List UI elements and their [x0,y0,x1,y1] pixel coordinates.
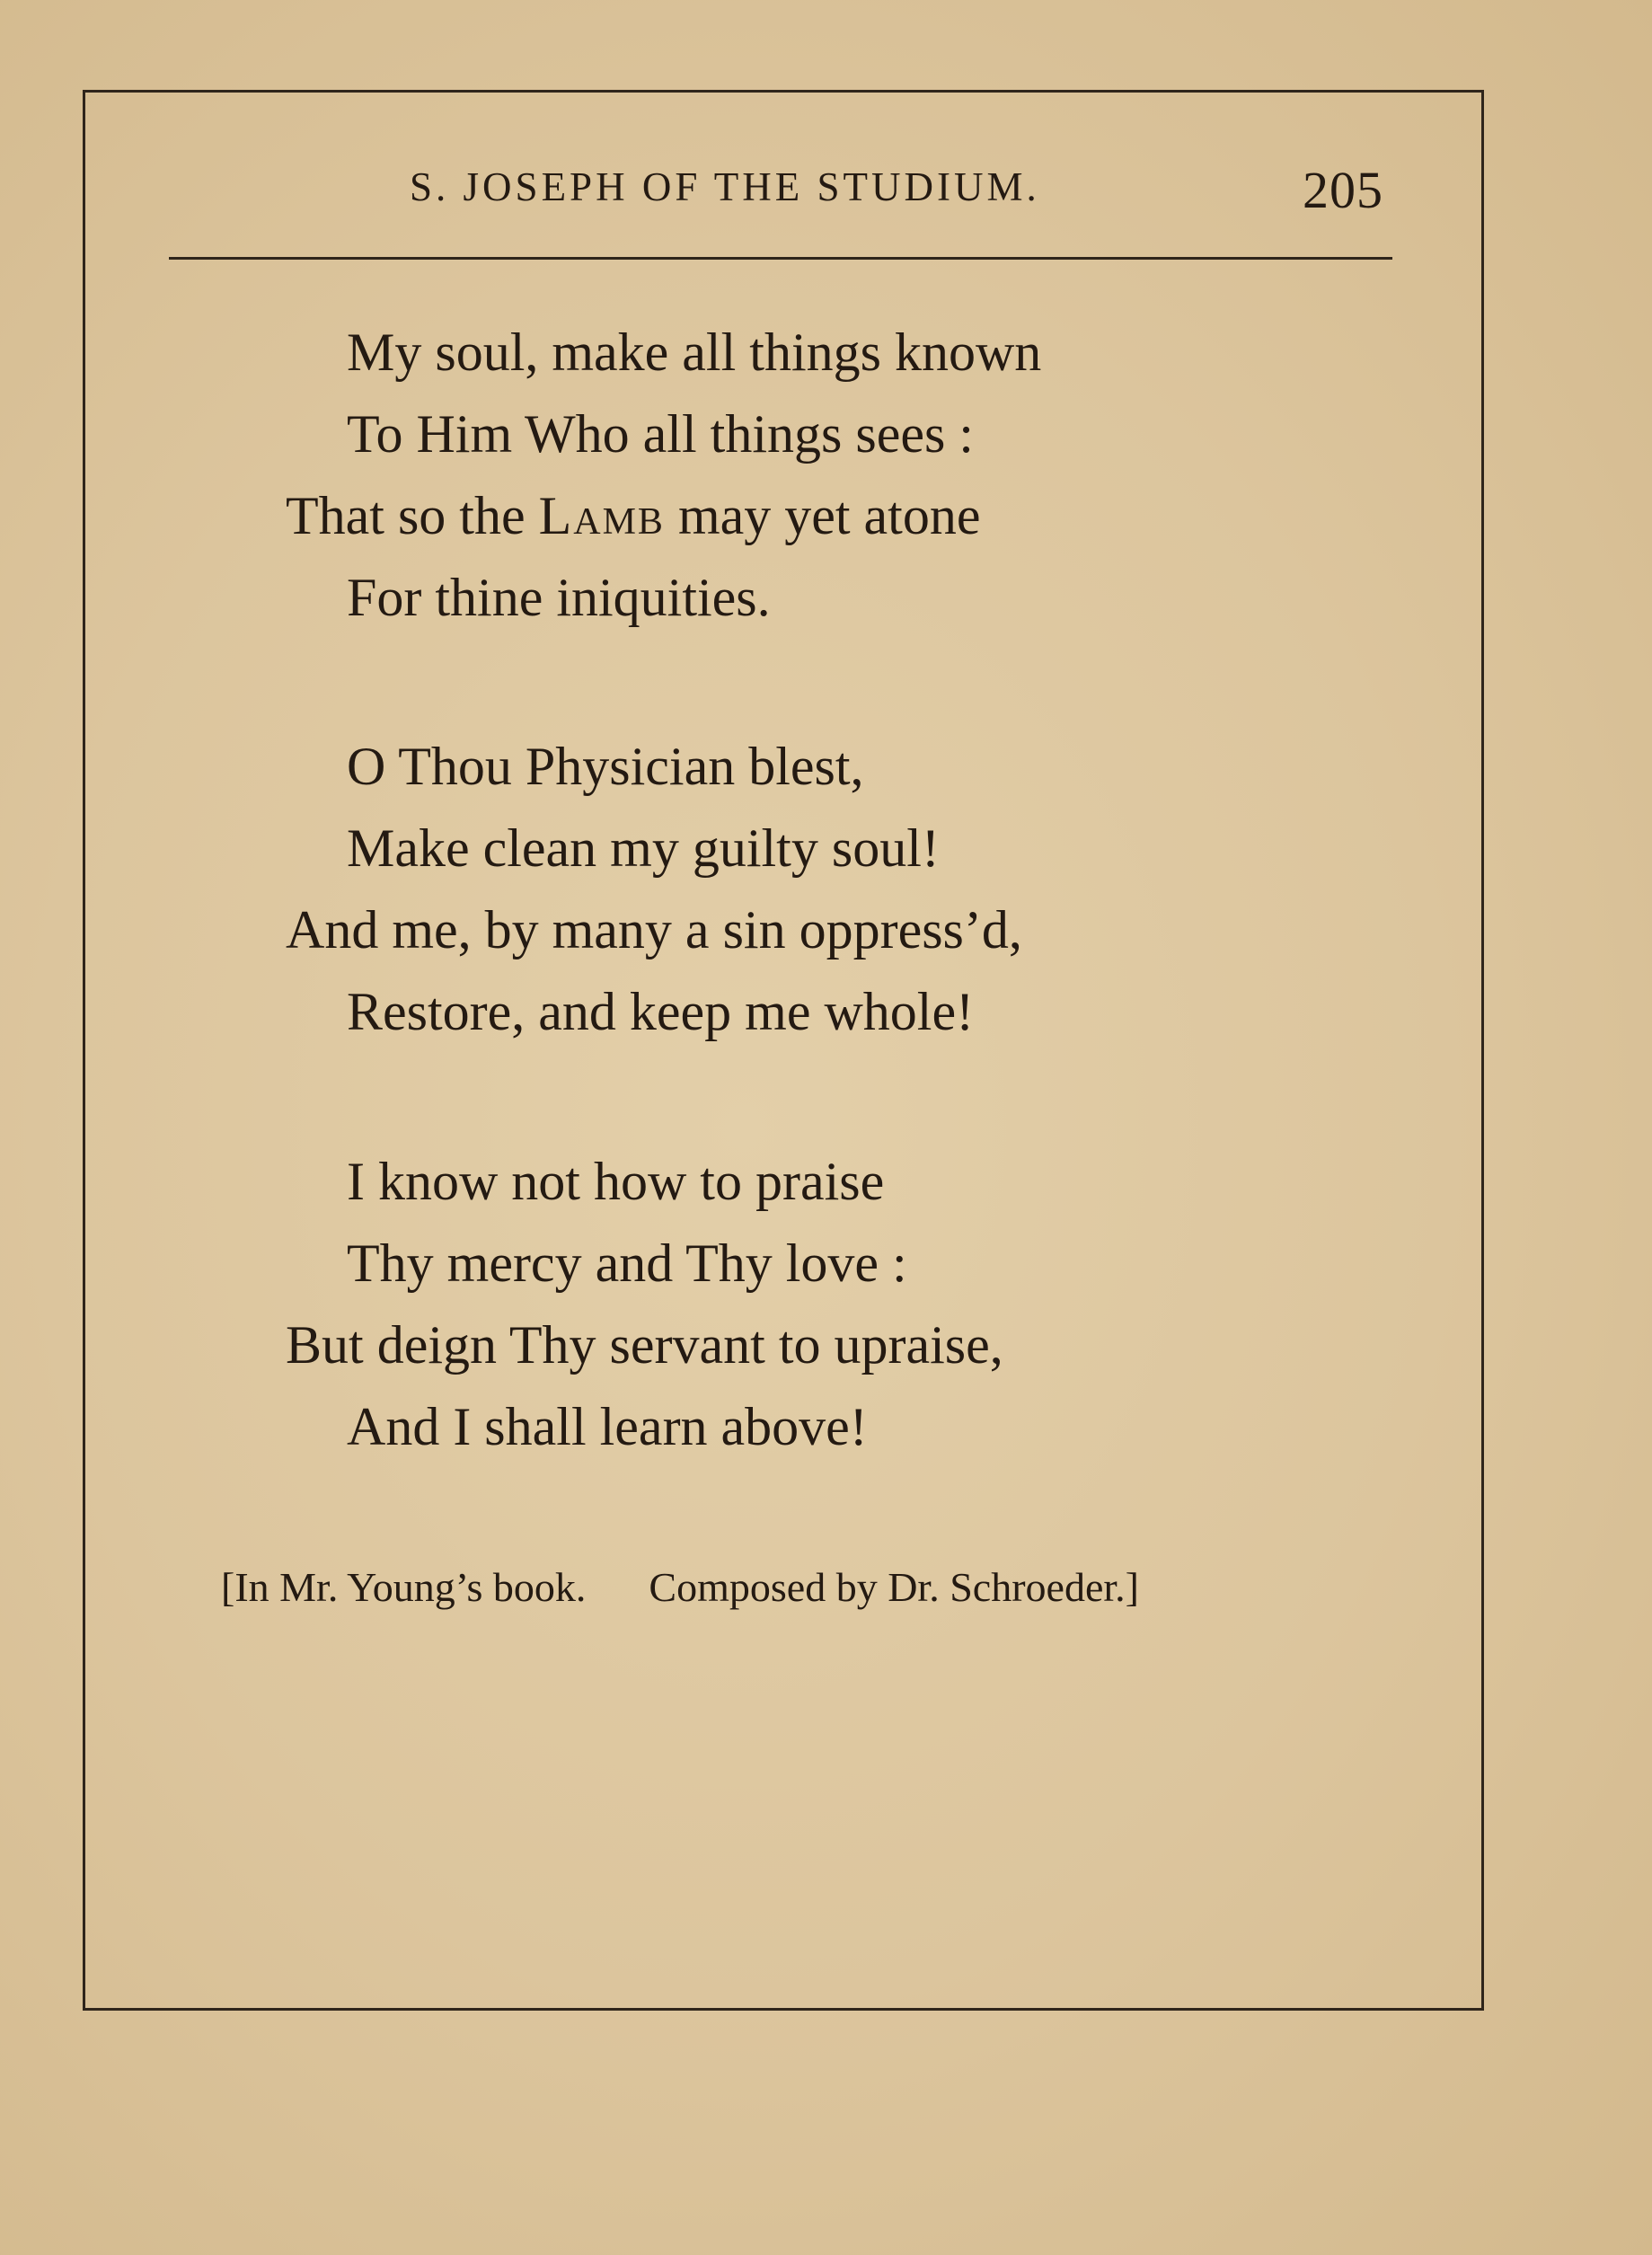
poem-line: Restore, and keep me whole! [347,982,975,1041]
poem-line: Thy mercy and Thy love : [347,1234,907,1293]
poem-line [286,486,981,545]
page-number: 205 [1303,161,1383,219]
poem-line: But deign Thy servant to upraise, [286,1315,1003,1375]
poem-line: My soul, make all things known [347,323,1042,382]
poem-line: O Thou Physician blest, [347,737,864,796]
poem-line: To Him Who all things sees : [347,404,974,464]
header-rule [169,257,1392,260]
poem-line: Make clean my guilty soul! [347,818,940,878]
running-title: S. JOSEPH OF THE STUDIUM. [410,164,1040,209]
footnote [221,1563,1139,1611]
small-caps-word: Lamb [538,486,665,545]
line-text: That so the [286,486,539,545]
footnote-composer: Composed by Dr. Schroeder.] [649,1564,1139,1610]
poem-line: For thine iniquities. [347,568,771,627]
poem-line: And I shall learn above! [347,1397,868,1456]
line-text: may yet atone [664,486,981,545]
poem-line: And me, by many a sin oppress’d, [286,900,1022,959]
poem-line: I know not how to praise [347,1152,885,1211]
footnote-source: [In Mr. Young’s book. [221,1564,587,1610]
